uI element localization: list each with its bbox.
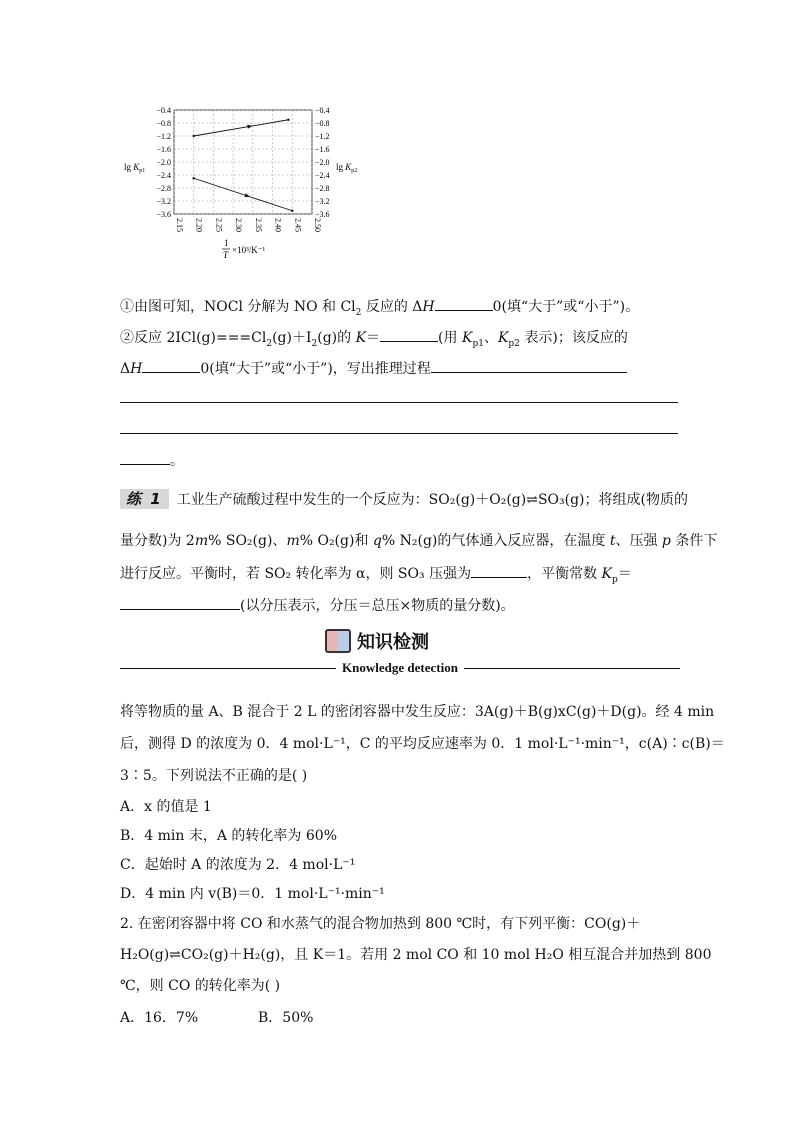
series-line-2 xyxy=(194,178,293,211)
x-tick-label: 2.40 xyxy=(273,218,283,232)
answer-blank[interactable] xyxy=(380,327,438,342)
y-left-tick-label: −2.0 xyxy=(156,158,171,167)
option-b[interactable]: B．50% xyxy=(258,1010,314,1026)
answer-line[interactable] xyxy=(120,433,678,434)
option-d[interactable]: D．4 min 内 v(B)＝0．1 mol·L⁻¹·min⁻¹ xyxy=(120,886,385,902)
answer-blank[interactable] xyxy=(120,450,170,465)
svg-text:T: T xyxy=(223,250,229,260)
y-left-tick-label: −0.8 xyxy=(156,119,171,128)
practice-1-line-2: 量分数)为 2m% SO₂(g)、m% O₂(g)和 q% N₂(g)的气体通入反应器，在温度 t、压强 p 条件下 xyxy=(120,533,718,549)
x-tick-labels xyxy=(175,218,322,232)
series-point xyxy=(193,177,195,179)
series-point xyxy=(291,210,293,212)
x-tick-label: 2.50 xyxy=(313,218,322,232)
y-right-tick-label: −2.0 xyxy=(315,158,330,167)
y-right-tick-label: −2.4 xyxy=(315,171,330,180)
question-1-line: ①由图可知，NOCl 分解为 NO 和 $Cl_2$ 反应的 ΔH 0(填“大于”或“小于”)。 xyxy=(120,296,639,323)
y-right-tick-label: −2.8 xyxy=(315,184,330,193)
y-right-tick-labels xyxy=(315,106,330,219)
svg-text:1: 1 xyxy=(224,238,229,248)
series-arrow xyxy=(244,193,250,198)
y-right-tick-label: −1.2 xyxy=(315,132,330,141)
problem-2-line-3: ℃，则 CO 的转化率为( ) xyxy=(120,978,281,994)
option-a[interactable]: A．16．7% xyxy=(120,1010,199,1026)
answer-blank[interactable] xyxy=(471,563,527,578)
series-point xyxy=(193,135,195,137)
option-c[interactable]: C．起始时 A 的浓度为 2．4 mol·L⁻¹ xyxy=(120,857,356,873)
x-tick-label: 2.45 xyxy=(293,218,303,232)
x-tick-label: 2.25 xyxy=(214,218,224,232)
y-left-tick-labels xyxy=(156,106,171,219)
answer-blank[interactable] xyxy=(142,358,200,373)
section-subtitle: Knowledge detection xyxy=(120,658,680,678)
chart-grid xyxy=(174,110,312,214)
question-2-line: ②反应 $2ICl(g)===Cl_2(g)+I_2(g)$的 K＝ (用 $K_{p1}$、$K_{p2}$ 表示)；该反应的 xyxy=(120,327,628,354)
question-2-line-2: ΔH 0(填“大于”或“小于”)，写出推理过程 xyxy=(120,358,627,379)
practice-tag: 练 1 xyxy=(120,489,169,509)
practice-1-line-1: 练 1 工业生产硫酸过程中发生的一个反应为：SO₂(g)＋O₂(g)⇌SO₃(g)；将组成(物质的 xyxy=(120,489,688,510)
series-line-1 xyxy=(194,120,289,136)
answer-line[interactable] xyxy=(120,402,678,403)
y-right-tick-label: −3.6 xyxy=(315,210,330,219)
book-icon xyxy=(325,629,351,653)
y-left-tick-label: −3.2 xyxy=(156,197,171,206)
answer-line-end: 。 xyxy=(120,450,184,471)
answer-blank[interactable] xyxy=(435,296,493,311)
problem-2-line-1: 2. 在密闭容器中将 CO 和水蒸气的混合物加热到 800 ℃时，有下列平衡：CO(g)＋ xyxy=(120,916,641,932)
lgK-vs-inverse-T-chart xyxy=(124,100,390,270)
section-title: 知识检测 xyxy=(325,628,475,654)
problem-1-line-1: 将等物质的量 A、B 混合于 2 L 的密闭容器中发生反应：3A(g)＋B(g)xC(g)＋D(g)。经 4 min xyxy=(120,704,715,720)
problem-2-line-2: H₂O(g)⇌CO₂(g)＋H₂(g)，且 K＝1。若用 2 mol CO 和 10 mol H₂O 相互混合并加热到 800 xyxy=(120,947,712,963)
y-right-tick-label: −0.4 xyxy=(315,106,330,115)
y-left-tick-label: −1.6 xyxy=(156,145,171,154)
y-right-tick-label: −0.8 xyxy=(315,119,330,128)
series-point xyxy=(287,119,289,121)
y-left-tick-label: −2.4 xyxy=(156,171,171,180)
problem-1-line-2: 后，测得 D 的浓度为 0．4 mol·L⁻¹，C 的平均反应速率为 0．1 mol·L⁻¹·min⁻¹，c(A)∶c(B)＝ xyxy=(120,736,725,752)
x-tick-label: 2.30 xyxy=(234,218,244,232)
chart-series xyxy=(193,119,294,212)
practice-1-line-4: (以分压表示，分压＝总压×物质的量分数)。 xyxy=(120,595,515,616)
x-tick-label: 2.20 xyxy=(194,218,204,232)
option-b[interactable]: B．4 min 末，A 的转化率为 60% xyxy=(120,828,337,844)
y-left-axis-label: $\lg K_{p1}$ xyxy=(124,162,146,174)
practice-1-line-3: 进行反应。平衡时，若 SO₂ 转化率为 α，则 SO₃ 压强为 ，平衡常数 $K_p=$ xyxy=(120,563,632,590)
option-a[interactable]: A．x 的值是 1 xyxy=(120,799,212,815)
y-left-tick-label: −3.6 xyxy=(156,210,171,219)
y-right-tick-label: −1.6 xyxy=(315,145,330,154)
problem-1-line-3: 3∶5。下列说法不正确的是( ) xyxy=(120,768,308,784)
x-tick-label: 2.15 xyxy=(175,218,184,232)
answer-blank[interactable] xyxy=(120,595,240,610)
x-tick-label: 2.35 xyxy=(253,218,263,232)
answer-blank[interactable] xyxy=(431,358,627,373)
svg-text:×10³/K⁻¹: ×10³/K⁻¹ xyxy=(232,245,266,255)
y-right-axis-label: $\lg K_{p2}$ xyxy=(336,162,358,174)
y-left-tick-label: −2.8 xyxy=(156,184,171,193)
y-left-tick-label: −0.4 xyxy=(156,106,171,115)
y-right-tick-label: −3.2 xyxy=(315,197,330,206)
y-left-tick-label: −1.2 xyxy=(156,132,171,141)
x-axis-label xyxy=(222,238,266,260)
